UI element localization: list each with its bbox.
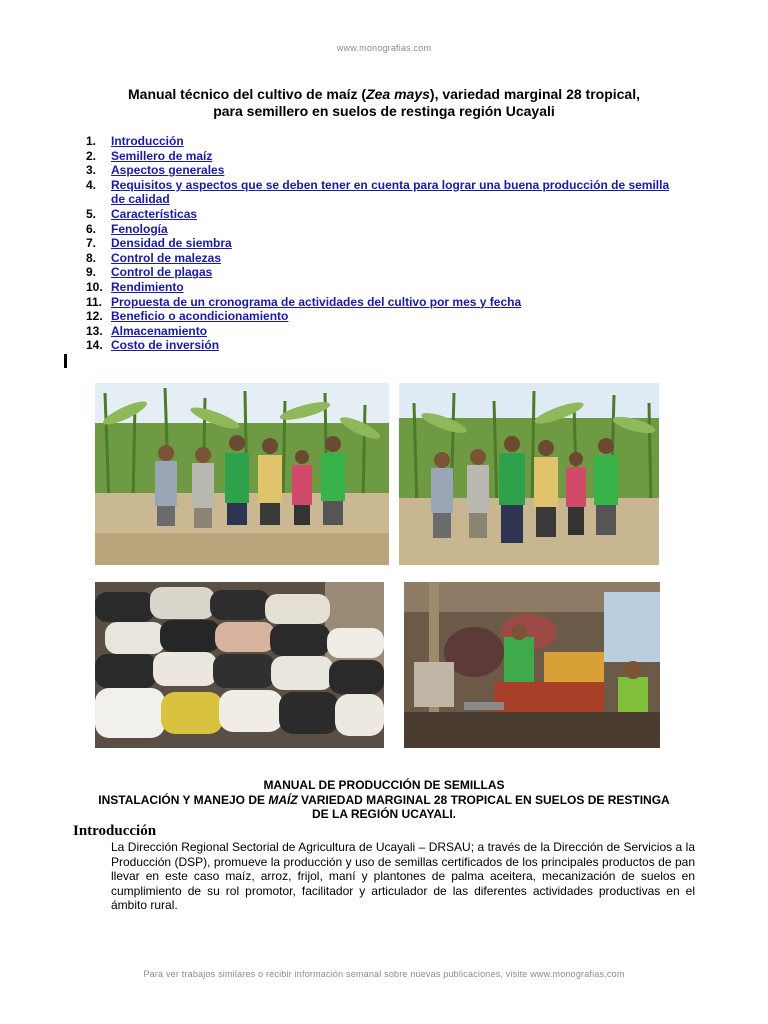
- toc-item: [86, 338, 686, 353]
- toc-item-number: 14.: [86, 338, 103, 353]
- toc-item-number: 2.: [86, 148, 97, 163]
- photo-seed-processing: [404, 582, 660, 748]
- intro-paragraph: La Dirección Regional Sectorial de Agricultura de Ucayali – DRSAU; a través de la Dirección de Servicios a la Producción (DSP), promueve la producción y uso de semillas certificados de los principales productos de pan llevar en este caso maíz, arroz, frijol, maní y plantones de palma aceitera, mecanización de suelos en cumplimiento de su rol promotor, facilitador y articulador de las diferentes actividades productivas en el ámbito rural.: [111, 840, 695, 913]
- photo-farmers-cornfield-1: [95, 383, 389, 565]
- toc-item: [86, 207, 686, 222]
- manual-heading-line2: INSTALACIÓN Y MANEJO DE MAÍZ VARIEDAD MARGINAL 28 TROPICAL EN SUELOS DE RESTINGA: [98, 792, 670, 807]
- toc-item: [86, 222, 686, 237]
- toc-link[interactable]: Beneficio o acondicionamiento: [111, 309, 289, 324]
- toc-item-number: 11.: [86, 294, 103, 309]
- toc-item-number: 9.: [86, 265, 97, 280]
- footer-note: Para ver trabajos similares o recibir información semanal sobre nuevas publicaciones, visite www.monografias.com: [143, 969, 625, 979]
- toc-link[interactable]: Densidad de siembra: [111, 236, 232, 251]
- toc-link[interactable]: Control de malezas: [111, 250, 222, 265]
- toc-item: [86, 149, 686, 164]
- toc-item: [86, 280, 686, 295]
- photo-seed-sacks: [95, 582, 384, 748]
- document-title-line2: para semillero en suelos de restinga región Ucayali: [213, 103, 555, 119]
- toc-link[interactable]: Costo de inversión: [111, 338, 220, 353]
- toc-item-number: 5.: [86, 206, 97, 221]
- toc-item-number: 4.: [86, 177, 97, 192]
- toc-link[interactable]: Propuesta de un cronograma de actividades del cultivo por mes y fecha: [111, 294, 522, 309]
- toc-item-number: 10.: [86, 279, 103, 294]
- toc-item-number: 7.: [86, 236, 97, 251]
- toc-item: [86, 265, 686, 280]
- document-title-line1: Manual técnico del cultivo de maíz (Zea mays), variedad marginal 28 tropical,: [128, 86, 640, 102]
- toc-item: [86, 324, 686, 339]
- toc-link[interactable]: Rendimiento: [111, 279, 184, 294]
- toc-item: [86, 236, 686, 251]
- toc-item-number: 6.: [86, 221, 97, 236]
- species-name: Zea mays: [366, 86, 430, 102]
- manual-heading: [40, 778, 728, 822]
- toc-link[interactable]: Introducción: [111, 134, 184, 148]
- table-of-contents: [86, 134, 686, 353]
- document-title: [60, 86, 708, 120]
- text-cursor: [64, 354, 67, 368]
- toc-link[interactable]: Características: [111, 206, 198, 221]
- toc-link[interactable]: Semillero de maíz: [111, 148, 213, 163]
- intro-section-title: Introducción: [73, 823, 157, 839]
- toc-item-number: 3.: [86, 163, 97, 178]
- toc-link[interactable]: Fenología: [111, 221, 168, 236]
- header-site-url[interactable]: www.monografias.com: [336, 43, 432, 53]
- toc-link[interactable]: Requisitos y aspectos que se deben tener en cuenta para lograr una buena producción de semilla de calidad: [111, 177, 670, 207]
- toc-item: [86, 251, 686, 266]
- toc-item-number: 12.: [86, 309, 103, 324]
- toc-item: [86, 295, 686, 310]
- toc-link[interactable]: Control de plagas: [111, 265, 213, 280]
- toc-item: [86, 178, 686, 207]
- manual-heading-line1: MANUAL DE PRODUCCIÓN DE SEMILLAS: [263, 778, 505, 792]
- toc-link[interactable]: Almacenamiento: [111, 323, 208, 338]
- photo-farmers-cornfield-2: [399, 383, 659, 565]
- toc-link[interactable]: Aspectos generales: [111, 163, 225, 178]
- toc-item-number: 8.: [86, 250, 97, 265]
- toc-item-number: 1.: [86, 134, 97, 148]
- toc-item: [86, 163, 686, 178]
- manual-heading-line3: DE LA REGIÓN UCAYALI.: [311, 807, 457, 821]
- toc-item-number: 13.: [86, 323, 103, 338]
- toc-item: [86, 134, 686, 149]
- toc-item: [86, 309, 686, 324]
